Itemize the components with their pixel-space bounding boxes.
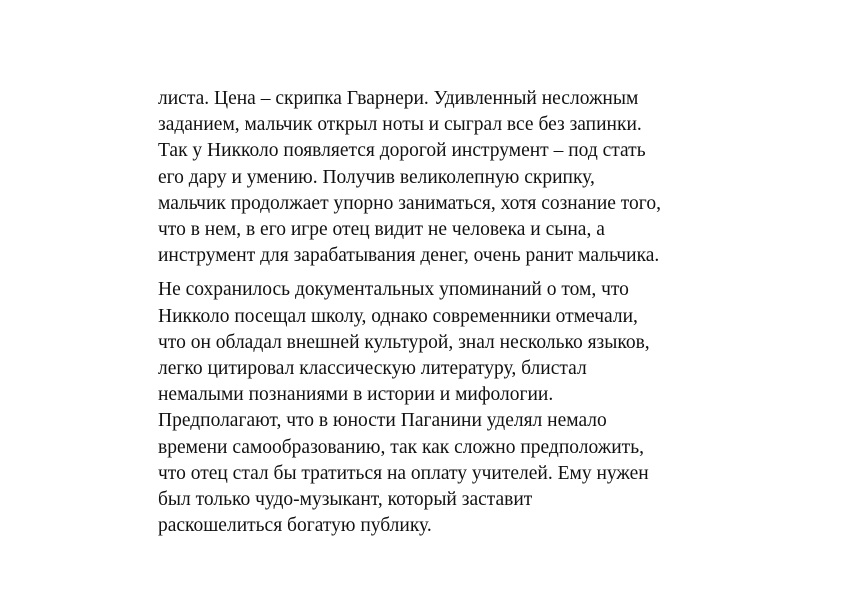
text-line: раскошелиться богатую публику. (158, 515, 432, 537)
text-line: Никколо посещал школу, однако современники отмечали, (158, 305, 638, 327)
text-line: Предполагают, что в юности Паганини уделял немало (158, 410, 607, 432)
text-line: времени самообразованию, так как сложно предположить, (158, 436, 644, 458)
text-line: Так у Никколо появляется дорогой инструмент – под стать (158, 140, 646, 162)
text-line: инструмент для зарабатывания денег, очень ранит мальчика. (158, 245, 660, 267)
text-line: заданием, мальчик открыл ноты и сыграл все без запинки. (158, 114, 642, 136)
text-line: его дару и умению. Получив великолепную скрипку, (158, 166, 595, 188)
text-line: листа. Цена – скрипка Гварнери. Удивленный несложным (158, 88, 639, 109)
text-line: немалыми познаниями в истории и мифологии. (158, 384, 554, 406)
text-line: что отец стал бы тратиться на оплату учителей. Ему нужен (158, 462, 649, 484)
text-line: что в нем, в его игре отец видит не человека и сына, а (158, 219, 605, 241)
text-line: легко цитировал классическую литературу, блистал (158, 358, 587, 380)
text-line: Не сохранилось документальных упоминаний о том, что (158, 279, 629, 301)
text-line: что он обладал внешней культурой, знал несколько языков, (158, 331, 650, 353)
text-line: был только чудо-музыкант, который заставит (158, 489, 533, 511)
paragraph-2 (158, 277, 758, 539)
paragraph-1 (158, 86, 758, 269)
text-line: мальчик продолжает упорно заниматься, хотя сознание того, (158, 192, 661, 214)
text-body (158, 86, 758, 539)
